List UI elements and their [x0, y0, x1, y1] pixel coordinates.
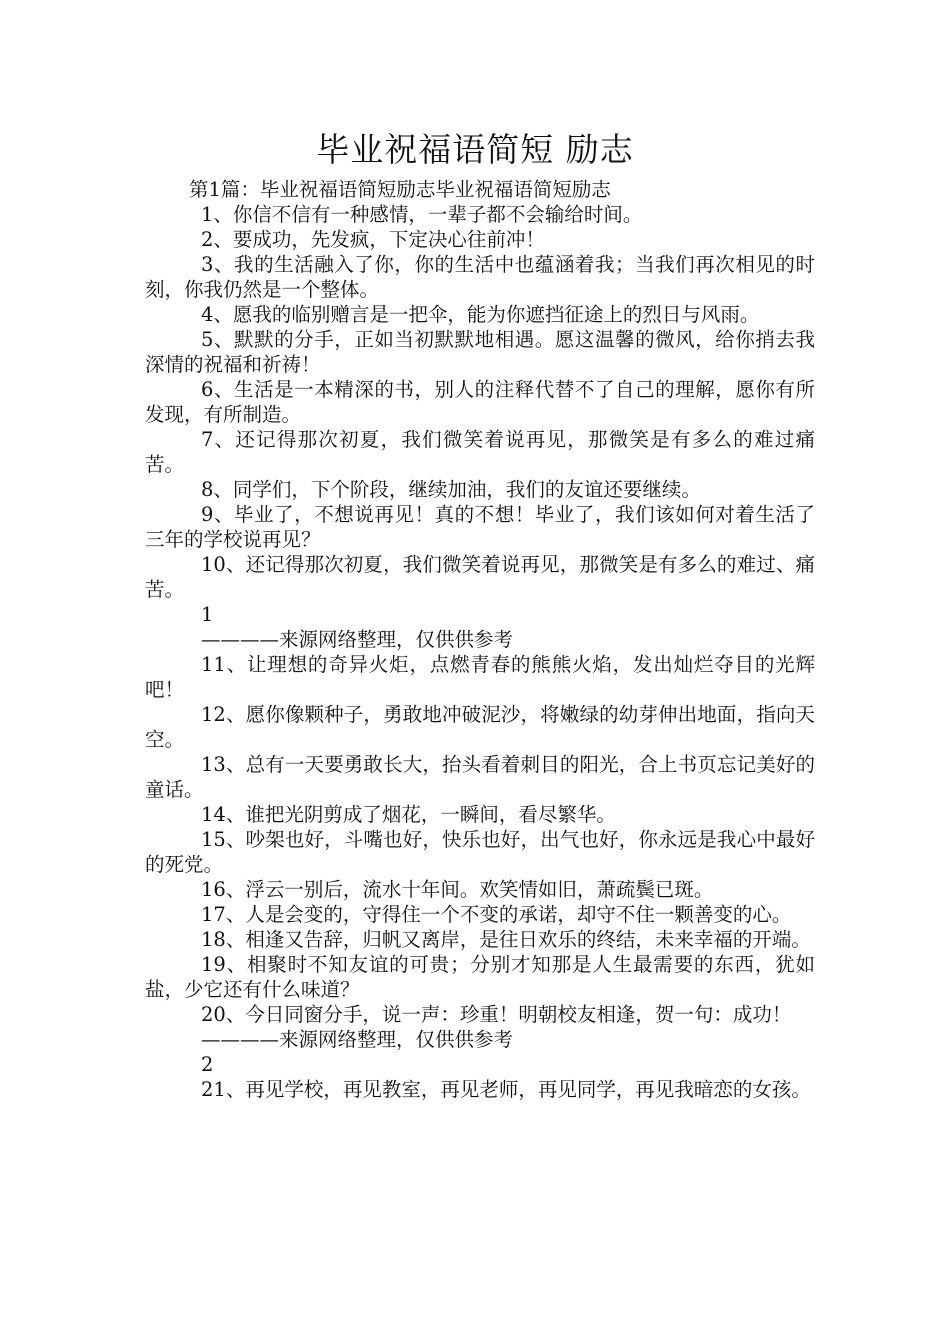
blessing-item: 6、生活是一本精深的书，别人的注释代替不了自己的理解，愿你有所发现，有所制造。: [145, 378, 815, 426]
blessing-item: 15、吵架也好，斗嘴也好，快乐也好，出气也好，你永远是我心中最好的死党。: [145, 828, 815, 876]
blessing-item: 9、毕业了，不想说再见！真的不想！毕业了，我们该如何对着生活了三年的学校说再见？: [145, 503, 815, 551]
blessing-item: 7、还记得那次初夏，我们微笑着说再见，那微笑是有多么的难过痛苦。: [145, 428, 815, 476]
blessing-item: 3、我的生活融入了你，你的生活中也蕴涵着我；当我们再次相见的时刻，你我仍然是一个整体。: [145, 253, 815, 301]
source-note: ————来源网络整理，仅供供参考: [201, 628, 514, 651]
blessing-item: 1、你信不信有一种感情，一辈子都不会输给时间。: [201, 203, 643, 226]
blessing-item: 18、相逢又告辞，归帆又离岸，是往日欢乐的终结，未来幸福的开端。: [201, 928, 811, 951]
blessing-item: 17、人是会变的，守得住一个不变的承诺，却守不住一颗善变的心。: [201, 903, 792, 926]
blessing-item: 21、再见学校，再见教室，再见老师，再见同学，再见我暗恋的女孩。: [201, 1078, 811, 1101]
document-title: 毕业祝福语简短 励志: [316, 130, 634, 169]
blessing-item: 12、愿你像颗种子，勇敢地冲破泥沙，将嫩绿的幼芽伸出地面，指向天空。: [145, 703, 815, 751]
blessing-item: 2、要成功，先发疯，下定决心往前冲！: [201, 228, 545, 251]
blessing-item: 10、还记得那次初夏，我们微笑着说再见，那微笑是有多么的难过、痛苦。: [145, 553, 815, 601]
page-number: 1: [201, 603, 214, 626]
blessing-item: 16、浮云一别后，流水十年间。欢笑情如旧，萧疏鬓已斑。: [201, 878, 714, 901]
blessing-item: 4、愿我的临别赠言是一把伞，能为你遮挡征途上的烈日与风雨。: [201, 303, 760, 326]
blessing-item: 14、谁把光阴剪成了烟花，一瞬间，看尽繁华。: [201, 803, 616, 826]
blessing-item: 5、默默的分手，正如当初默默地相遇。愿这温馨的微风，给你捎去我深情的祝福和祈祷！: [145, 328, 815, 376]
blessing-item: 8、同学们，下个阶段，继续加油，我们的友谊还要继续。: [201, 478, 701, 501]
blessing-item: 11、让理想的奇异火炬，点燃青春的熊熊火焰，发出灿烂夺目的光辉吧！: [145, 653, 815, 701]
page-number: 2: [201, 1053, 214, 1076]
source-note: ————来源网络整理，仅供供参考: [201, 1028, 514, 1051]
blessing-item: 19、相聚时不知友谊的可贵；分别才知那是人生最需要的东西，犹如盐，少它还有什么味道？: [145, 953, 815, 1001]
blessing-item: 20、今日同窗分手，说一声：珍重！明朝校友相逢，贺一句：成功！: [201, 1003, 792, 1026]
blessing-item: 13、总有一天要勇敢长大，抬头看着刺目的阳光，合上书页忘记美好的童话。: [145, 753, 815, 801]
chapter-heading: 第1篇：毕业祝福语简短励志毕业祝福语简短励志: [189, 178, 611, 201]
document-body: [145, 177, 815, 1102]
